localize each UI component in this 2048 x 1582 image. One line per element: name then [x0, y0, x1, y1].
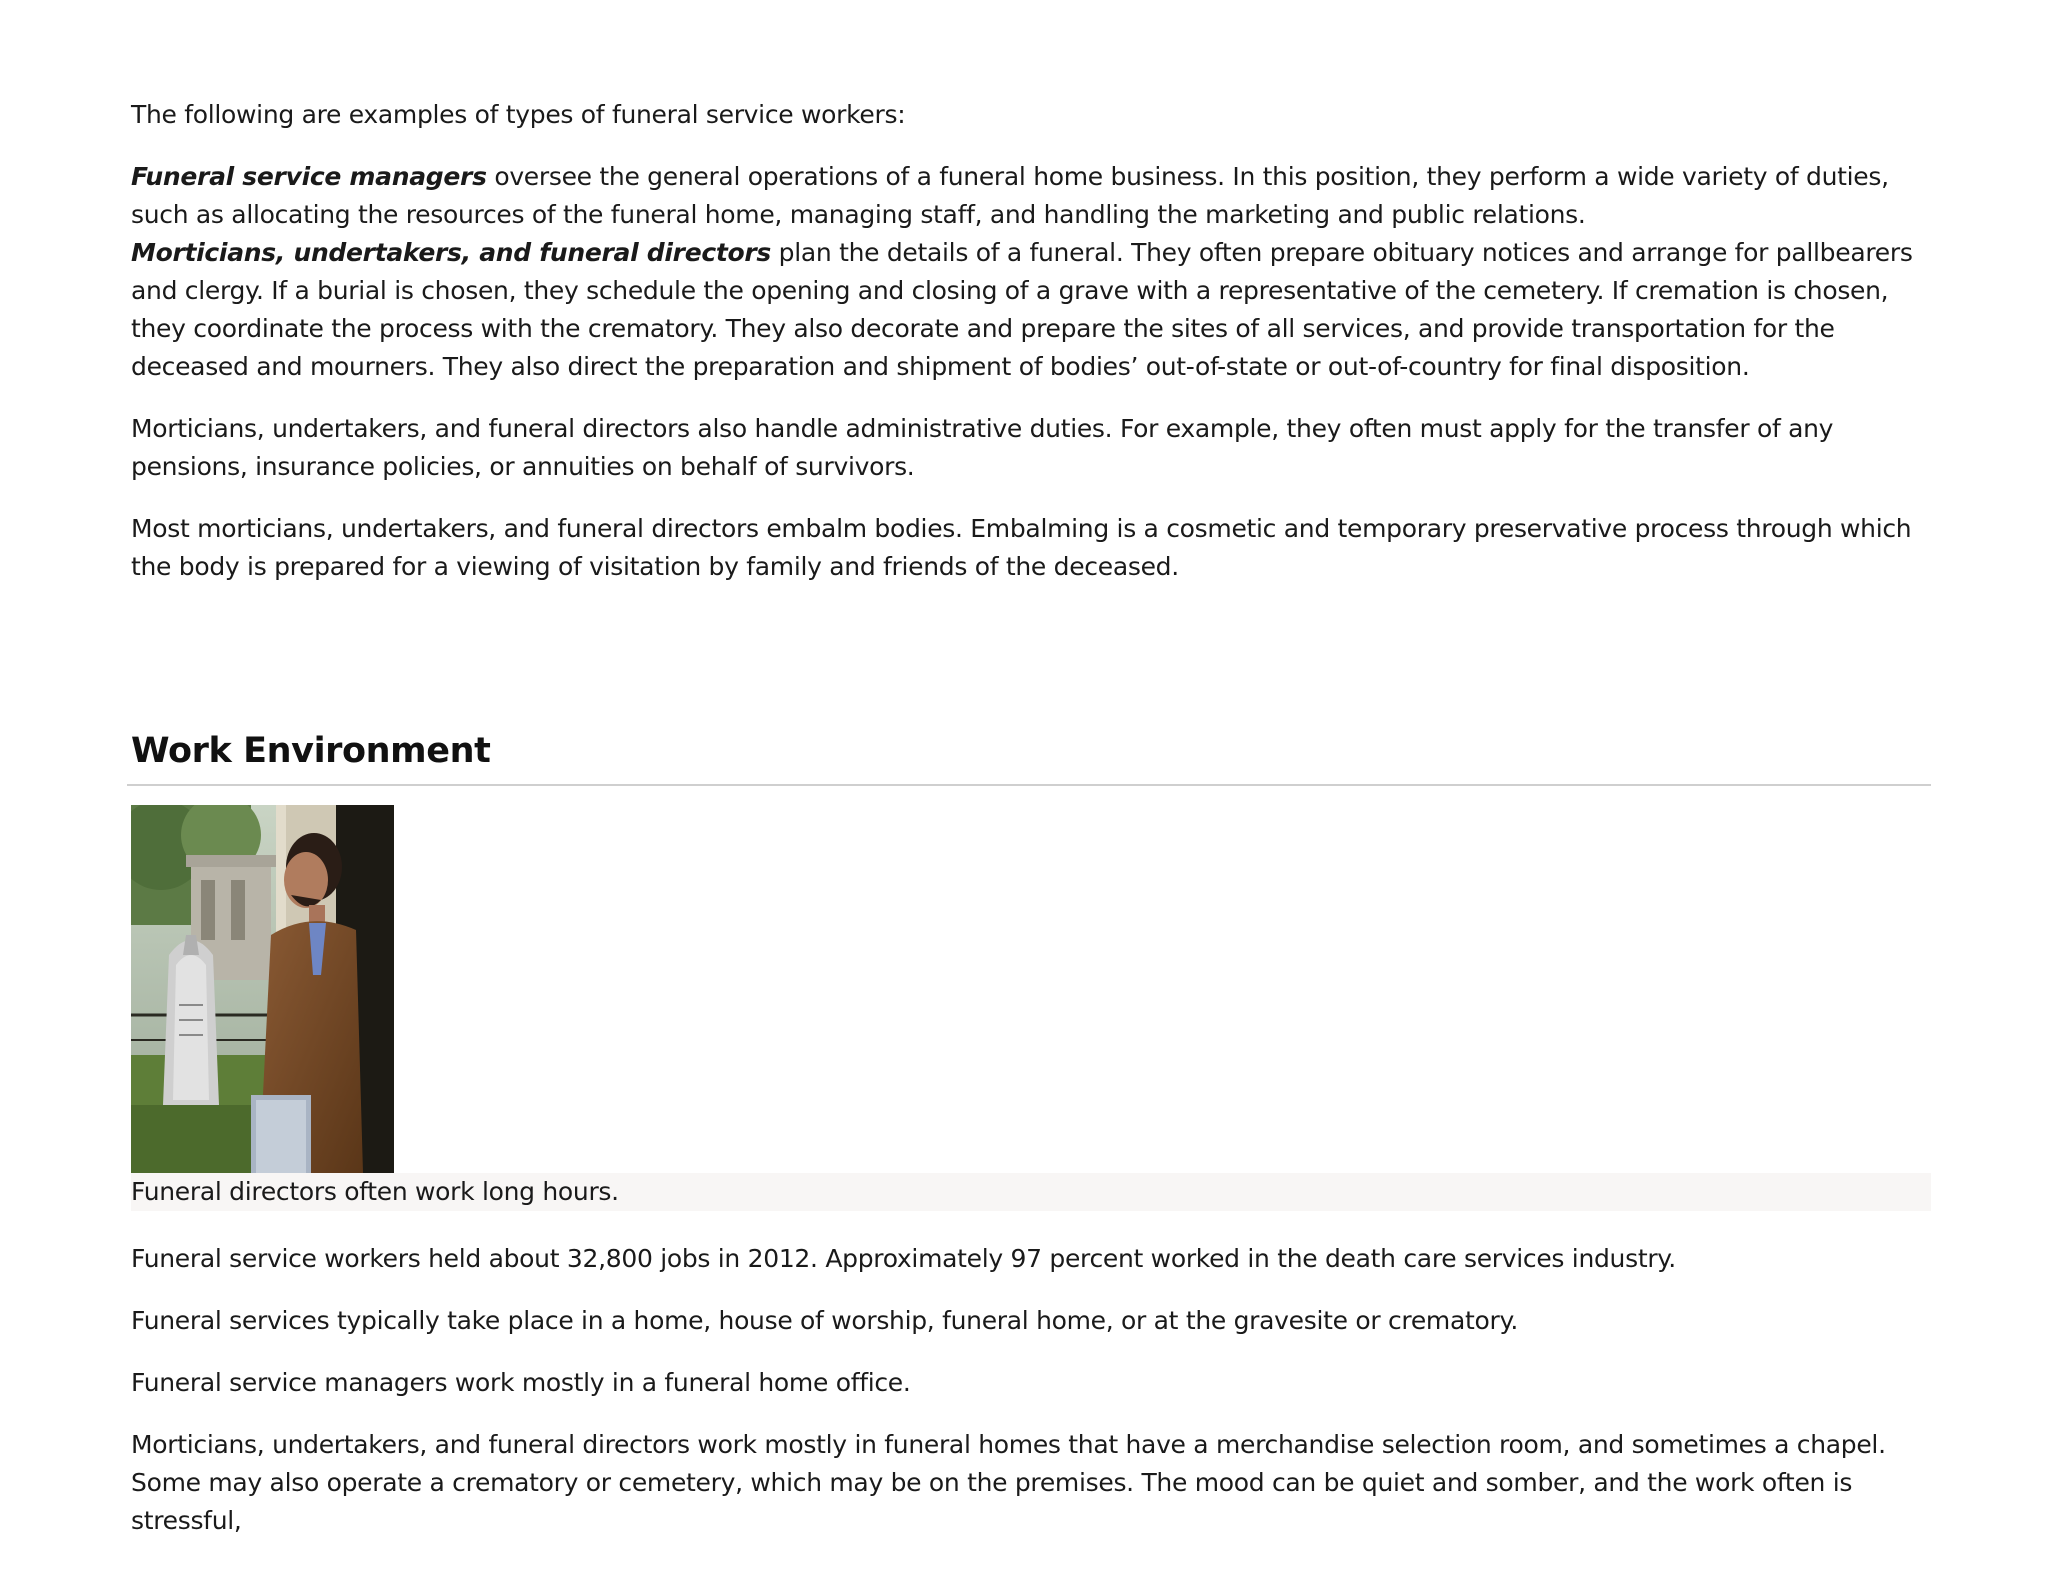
figure-caption-bar	[131, 1173, 1931, 1211]
intro-text: The following are examples of types of funeral service workers:	[131, 100, 906, 129]
env-paragraph-2: Funeral services typically take place in a home, house of worship, funeral home, or at the gravesite or crematory.	[131, 1306, 1519, 1335]
section-heading: Work Environment	[131, 731, 491, 771]
managers-paragraph	[131, 158, 1931, 234]
env-paragraph-1: Funeral service workers held about 32,800 jobs in 2012. Approximately 97 percent worked in the death care services industry.	[131, 1244, 1676, 1273]
intro-section	[131, 96, 1931, 586]
morticians-lead: Morticians, undertakers, and funeral directors	[131, 238, 772, 267]
section-divider	[127, 784, 1931, 786]
managers-text: oversee the general operations of a funeral home business. In this position, they perform a wide variety of duties, such as allocating the resources of the funeral home, managing staff, and handling the marketing and public relations.	[131, 162, 1889, 229]
figure-caption: Funeral directors often work long hours.	[131, 1177, 619, 1206]
env-paragraph-3: Funeral service managers work mostly in a funeral home office.	[131, 1368, 911, 1397]
funeral-director-photo	[131, 805, 394, 1173]
managers-lead: Funeral service managers	[131, 162, 487, 191]
morticians-paragraph	[131, 234, 1931, 386]
environment-section	[131, 1240, 1931, 1540]
morticians-text: plan the details of a funeral. They often prepare obituary notices and arrange for pallbearers and clergy. If a burial is chosen, they schedule the opening and closing of a grave with a representative of the cemetery. If cremation is chosen, they coordinate the process with the crematory. They also decorate and prepare the sites of all services, and provide transportation for the deceased and mourners. They also direct the preparation and shipment of bodies’ out-of-state or out-of-country for final disposition.	[131, 238, 1913, 381]
admin-paragraph: Morticians, undertakers, and funeral directors also handle administrative duties. For example, they often must apply for the transfer of any pensions, insurance policies, or annuities on behalf of survivors.	[131, 414, 1834, 481]
env-paragraph-4: Morticians, undertakers, and funeral directors work mostly in funeral homes that have a merchandise selection room, and sometimes a chapel. Some may also operate a crematory or cemetery, which may be on the premises. The mood can be quiet and somber, and the work often is stressful,	[131, 1430, 1886, 1535]
embalm-paragraph: Most morticians, undertakers, and funeral directors embalm bodies. Embalming is a cosmetic and temporary preservative process through which the body is prepared for a viewing of visitation by family and friends of the deceased.	[131, 514, 1912, 581]
